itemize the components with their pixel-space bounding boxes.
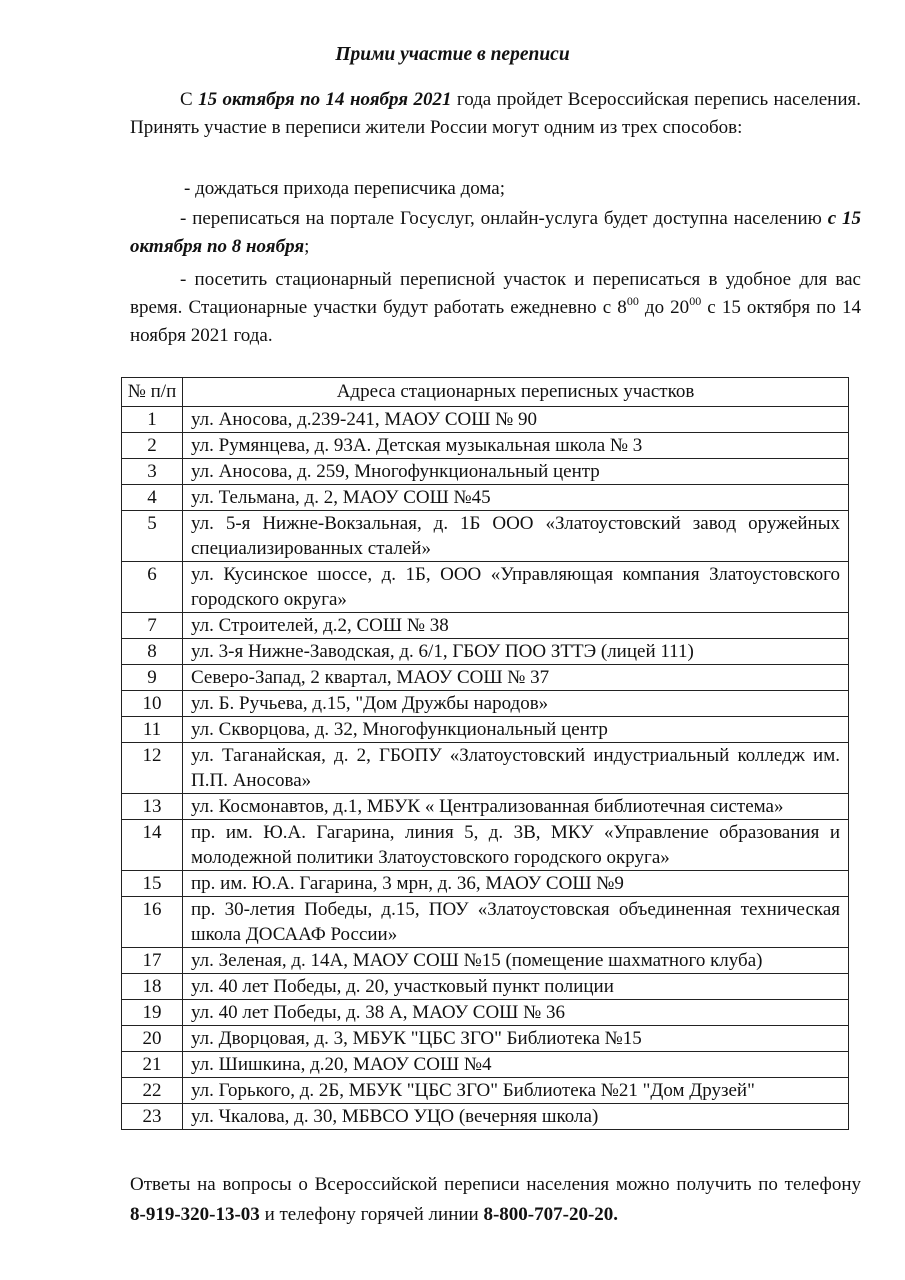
station-address: ул. Строителей, д.2, СОШ № 38 — [183, 613, 849, 639]
station-address: ул. Тельмана, д. 2, МАОУ СОШ №45 — [183, 485, 849, 511]
station-address: ул. 3-я Нижне-Заводская, д. 6/1, ГБОУ ПОО ЗТТЭ (лицей 111) — [183, 639, 849, 665]
table-row — [122, 897, 849, 948]
station-address: ул. Кусинское шоссе, д. 1Б, ООО «Управляющая компания Златоустовского городского округа» — [183, 562, 849, 613]
online-dates: с 15 октября по 8 ноября — [130, 208, 862, 257]
census-dates: 15 октября по 14 ноября 2021 — [198, 89, 452, 110]
station-address: ул. Аносова, д.239-241, МАОУ СОШ № 90 — [183, 407, 849, 433]
row-number: 19 — [122, 1000, 183, 1026]
table-row — [122, 948, 849, 974]
hotline-number: 8-800-707-20-20. — [483, 1204, 619, 1225]
header-num: № п/п — [122, 378, 183, 407]
table-row — [122, 459, 849, 485]
table-row — [122, 1000, 849, 1026]
table-row — [122, 433, 849, 459]
census-stations-table — [121, 377, 849, 1130]
row-number: 8 — [122, 639, 183, 665]
station-address: ул. 5-я Нижне-Вокзальная, д. 1Б ООО «Златоустовский завод оружейных специализированных сталей» — [183, 511, 849, 562]
method-2-end: ; — [304, 236, 310, 257]
row-number: 20 — [122, 1026, 183, 1052]
station-address: ул. Чкалова, д. 30, МБВСО УЦО (вечерняя школа) — [183, 1104, 849, 1130]
station-address: ул. Горького, д. 2Б, МБУК "ЦБС ЗГО" Библиотека №21 "Дом Друзей" — [183, 1078, 849, 1104]
row-number: 10 — [122, 691, 183, 717]
station-address: ул. Б. Ручьева, д.15, "Дом Дружбы народов» — [183, 691, 849, 717]
table-row — [122, 562, 849, 613]
station-address: ул. 40 лет Победы, д. 38 А, МАОУ СОШ № 36 — [183, 1000, 849, 1026]
row-number: 12 — [122, 743, 183, 794]
row-number: 11 — [122, 717, 183, 743]
table-row — [122, 871, 849, 897]
row-number: 5 — [122, 511, 183, 562]
intro-paragraph — [130, 86, 861, 142]
station-address: ул. Шишкина, д.20, МАОУ СОШ №4 — [183, 1052, 849, 1078]
footer-paragraph — [130, 1170, 861, 1230]
table-row — [122, 717, 849, 743]
row-number: 3 — [122, 459, 183, 485]
table-row — [122, 820, 849, 871]
station-address: пр. им. Ю.А. Гагарина, линия 5, д. 3В, МКУ «Управление образования и молодежной политики Златоустовского городского округа» — [183, 820, 849, 871]
method-3 — [130, 266, 861, 350]
table-row — [122, 1052, 849, 1078]
station-address: ул. Космонавтов, д.1, МБУК « Централизованная библиотечная система» — [183, 794, 849, 820]
table-row — [122, 1104, 849, 1130]
row-number: 17 — [122, 948, 183, 974]
footer-text: Ответы на вопросы о Всероссийской переписи населения можно получить по телефону — [130, 1174, 861, 1195]
table-header-row — [122, 378, 849, 407]
station-address: ул. Скворцова, д. 32, Многофункциональный центр — [183, 717, 849, 743]
station-address: пр. 30-летия Победы, д.15, ПОУ «Златоустовская объединенная техническая школа ДОСААФ России» — [183, 897, 849, 948]
table-row — [122, 511, 849, 562]
footer-text-mid: и телефону горячей линии — [259, 1204, 484, 1225]
row-number: 23 — [122, 1104, 183, 1130]
method-1: - дождаться прихода переписчика дома; — [184, 178, 505, 199]
table-row — [122, 691, 849, 717]
method-3-mid: до 20 — [638, 297, 690, 318]
station-address: ул. Аносова, д. 259, Многофункциональный центр — [183, 459, 849, 485]
table-row — [122, 407, 849, 433]
station-address: ул. Румянцева, д. 93А. Детская музыкальная школа № 3 — [183, 433, 849, 459]
row-number: 1 — [122, 407, 183, 433]
row-number: 18 — [122, 974, 183, 1000]
station-address: ул. Таганайская, д. 2, ГБОПУ «Златоустовский индустриальный колледж им. П.П. Аносова» — [183, 743, 849, 794]
row-number: 7 — [122, 613, 183, 639]
station-address: ул. Дворцовая, д. 3, МБУК "ЦБС ЗГО" Библиотека №15 — [183, 1026, 849, 1052]
header-addr: Адреса стационарных переписных участков — [183, 378, 849, 407]
intro-text-end: года пройдет Всероссийская перепись населения. Принять участие в переписи жители России могут одним из трех способов: — [130, 89, 861, 138]
table-row — [122, 794, 849, 820]
table-row — [122, 974, 849, 1000]
station-address: ул. 40 лет Победы, д. 20, участковый пункт полиции — [183, 974, 849, 1000]
method-3-text: - посетить стационарный переписной участок и переписаться в удобное для вас время. Стационарные участки будут работать ежедневно с 8 — [130, 269, 861, 318]
phone-number-1: 8-919-320-13-03 — [130, 1204, 260, 1225]
page-title: Прими участие в переписи — [335, 44, 570, 65]
table-row — [122, 639, 849, 665]
row-number: 16 — [122, 897, 183, 948]
table-row — [122, 613, 849, 639]
row-number: 6 — [122, 562, 183, 613]
row-number: 9 — [122, 665, 183, 691]
table-row — [122, 1078, 849, 1104]
method-3-end: с 15 октября по 14 ноября 2021 года. — [130, 297, 861, 346]
table-row — [122, 743, 849, 794]
method-2 — [130, 205, 861, 261]
method-2-text: - переписаться на портале Госуслуг, онлайн-услуга будет доступна населению — [180, 208, 828, 229]
table-row — [122, 665, 849, 691]
hours-end-sup: 00 — [689, 293, 702, 308]
row-number: 13 — [122, 794, 183, 820]
row-number: 14 — [122, 820, 183, 871]
station-address: ул. Зеленая, д. 14А, МАОУ СОШ №15 (помещение шахматного клуба) — [183, 948, 849, 974]
row-number: 2 — [122, 433, 183, 459]
row-number: 21 — [122, 1052, 183, 1078]
row-number: 4 — [122, 485, 183, 511]
table-row — [122, 485, 849, 511]
table-row — [122, 1026, 849, 1052]
row-number: 22 — [122, 1078, 183, 1104]
row-number: 15 — [122, 871, 183, 897]
station-address: пр. им. Ю.А. Гагарина, 3 мрн, д. 36, МАОУ СОШ №9 — [183, 871, 849, 897]
station-address: Северо-Запад, 2 квартал, МАОУ СОШ № 37 — [183, 665, 849, 691]
hours-start-sup: 00 — [626, 293, 639, 308]
intro-text-start: С — [180, 89, 199, 110]
